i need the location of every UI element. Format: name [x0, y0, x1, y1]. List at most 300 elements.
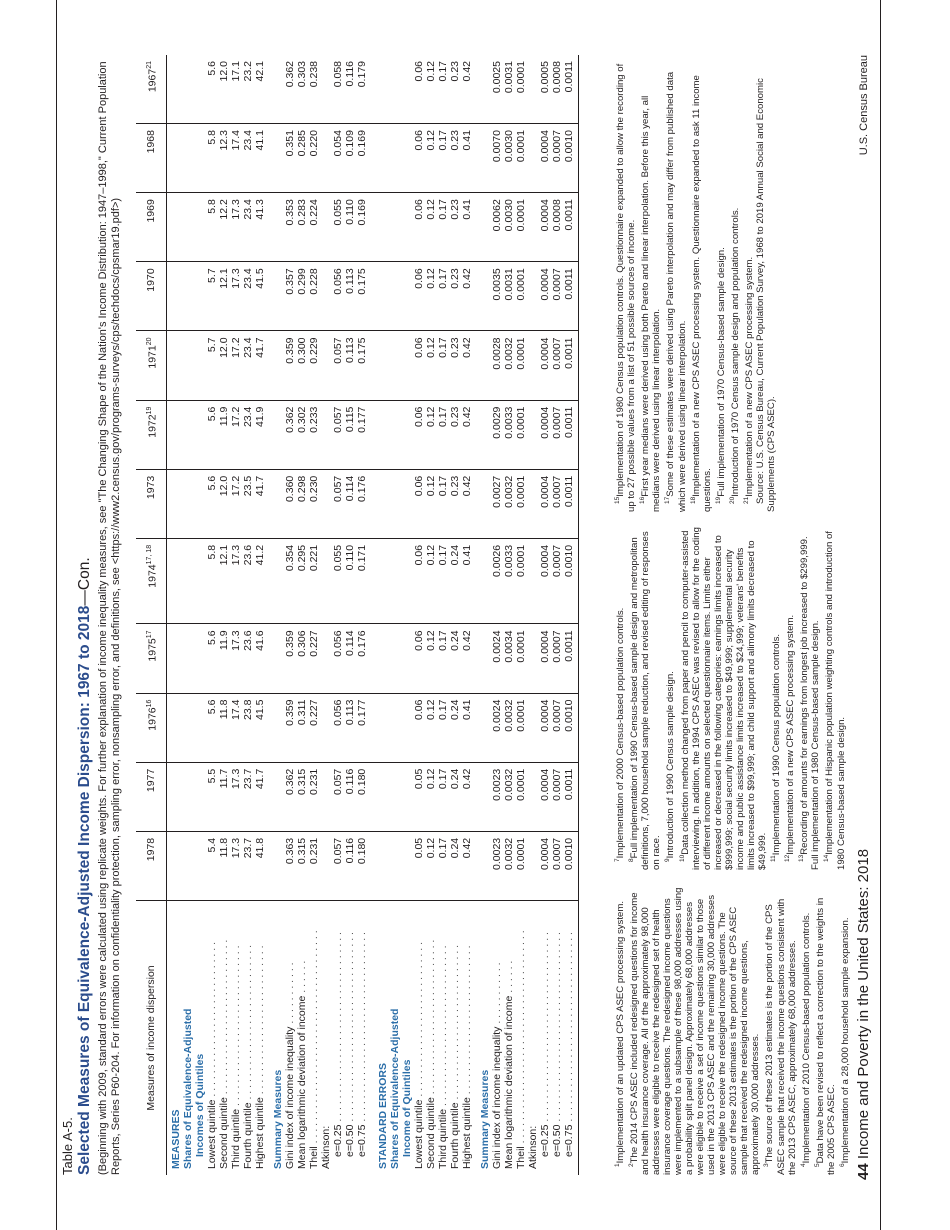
data-cell: 0.057	[332, 831, 344, 900]
footnote	[662, 57, 687, 512]
year-header	[136, 400, 167, 469]
data-cell	[374, 762, 389, 831]
data-cell: 0.0029	[491, 400, 503, 469]
data-cell: 5.8	[206, 538, 218, 624]
footnote-text: Full implementation of 1990 Census-based sample design and metropolitan definitions, 7,000 household sample reduction, and revised editing of responses on race.	[629, 531, 663, 870]
data-cell: 42.1	[254, 61, 266, 82]
data-cell: 0.0004	[539, 331, 551, 400]
table-headnote: (Beginning with 2009, standard errors were calculated using replicate weights. For further explanation of income inequality measures, see "The Changing Shape of the Nation's Income Distribution: 1947–1998," Current Population Reports, Series P60-204. For information on confidentiality protection, sampling error, nonsampling error, and definitions, see <https://www2.census.gov/programs-surveys/cps/techdocs/cpsmar19.pdf>)	[97, 61, 122, 1175]
leader-dots: . . . . . . . . . . . . . . . . . . . . . . . . . . . . . . . . .	[356, 932, 368, 1125]
data-cell: 12.3	[218, 124, 230, 193]
footnote-text: Implementation of a 28,000 household sample expansion.	[840, 917, 852, 1164]
footnote-number: 6	[838, 1163, 846, 1167]
data-cell: 5.6	[206, 61, 218, 76]
data-cell	[194, 831, 206, 900]
row-label-text: Second quintile	[425, 1097, 437, 1169]
data-cell	[389, 624, 401, 693]
footnote-number: 14	[823, 854, 831, 862]
section-row	[374, 55, 389, 1175]
data-cell	[194, 331, 206, 400]
data-cell	[401, 693, 413, 762]
footnote	[626, 525, 662, 870]
data-cell: 0.41	[461, 193, 473, 262]
data-cell	[194, 400, 206, 469]
data-cell: 0.0032	[503, 331, 515, 400]
data-cell	[479, 538, 491, 624]
row-label	[206, 901, 218, 1176]
footnote-text: Recording of amounts for earnings from longest job increased to $299,999. Full implementation of 1980 Census-based sample design.	[799, 536, 822, 870]
data-cell: 0.0070	[491, 124, 503, 193]
data-cell	[527, 331, 539, 400]
row-label	[437, 901, 449, 1176]
row-label-text: e=0.75	[563, 1124, 575, 1157]
data-cell: 0.116	[344, 61, 356, 87]
year-header	[136, 762, 167, 831]
data-cell: 0.171	[356, 538, 368, 624]
data-cell: 0.231	[308, 831, 320, 900]
data-cell	[182, 193, 194, 262]
row-label-text: Third quintile	[437, 1108, 449, 1169]
data-cell	[167, 55, 183, 124]
data-cell	[401, 55, 413, 124]
table-row	[539, 55, 551, 1175]
leader-dots: . . . . . . . . . . . . . . . . . . . . . . . . . . . . . . . . .	[539, 932, 551, 1125]
data-cell: 0.362	[284, 400, 296, 469]
data-cell: 11.9	[218, 400, 230, 469]
row-label	[218, 901, 230, 1176]
year-header	[136, 693, 167, 762]
data-cell	[320, 55, 332, 124]
data-cell: 0.0024	[491, 693, 503, 762]
data-cell: 0.176	[356, 624, 368, 693]
page-footer	[855, 849, 872, 1180]
data-cell	[527, 400, 539, 469]
year-header	[136, 262, 167, 331]
data-cell: 17.1	[230, 61, 242, 82]
footnote-number: 3	[763, 1163, 771, 1167]
data-cell	[389, 262, 401, 331]
data-cell	[167, 624, 183, 693]
data-cell: 0.17	[437, 831, 449, 900]
table-row	[296, 55, 308, 1175]
table-row	[242, 55, 254, 1175]
data-cell	[272, 469, 284, 538]
data-cell: 23.4	[242, 400, 254, 469]
data-cell	[320, 693, 332, 762]
data-cell: 0.0001	[515, 61, 527, 94]
year-label: 1975	[146, 638, 159, 662]
footnote	[612, 885, 626, 1175]
table-row	[437, 55, 449, 1175]
leader-dots: . . . . . . . . . . . . . . . . . . . . . . . . . . .	[413, 942, 425, 1100]
data-cell: 11.9	[218, 624, 230, 693]
data-cell: 0.113	[344, 262, 356, 331]
footnote-text: Implementation of Hispanic population weighting controls and introduction of 1980 Census-based sample design.	[824, 531, 847, 870]
year-label: 1968	[145, 130, 157, 154]
data-cell: 0.12	[425, 469, 437, 538]
data-cell: 0.41	[461, 693, 473, 762]
table-row	[491, 55, 503, 1175]
data-cell	[527, 262, 539, 331]
data-cell: 0.0005	[539, 61, 551, 94]
row-label-text: Theil	[308, 1146, 320, 1169]
data-cell: 0.300	[296, 331, 308, 400]
footnote-number: 1	[614, 1163, 621, 1167]
top-rule	[56, 0, 57, 1230]
data-cell: 0.0004	[539, 624, 551, 693]
table-row	[356, 55, 368, 1175]
data-cell: 0.0004	[539, 400, 551, 469]
section-row	[527, 55, 539, 1175]
section-row	[182, 55, 194, 1175]
data-cell	[182, 400, 194, 469]
footnote	[626, 885, 761, 1175]
data-cell: 0.353	[284, 193, 296, 262]
data-cell	[320, 262, 332, 331]
footnote-text: Implementation of a new CPS ASEC processing system.	[785, 614, 797, 855]
data-cell: 0.0001	[515, 762, 527, 831]
data-cell: 0.0062	[491, 193, 503, 262]
row-label-text: Summary Measures	[479, 1069, 491, 1169]
data-cell: 0.0028	[491, 331, 503, 400]
data-cell	[272, 693, 284, 762]
footnote	[768, 525, 782, 870]
data-cell: 0.0032	[503, 831, 515, 900]
row-label-text: Incomes of Quintiles	[194, 1053, 206, 1157]
data-cell: 0.0010	[563, 693, 575, 762]
data-cell: 0.238	[308, 61, 320, 88]
footnote	[782, 525, 796, 870]
data-cell	[194, 469, 206, 538]
leader-dots: . . . . . .	[503, 960, 515, 996]
data-cell: 0.176	[356, 469, 368, 538]
data-cell: 0.299	[296, 262, 308, 331]
data-cell	[194, 55, 206, 124]
data-cell: 0.0004	[539, 262, 551, 331]
data-cell: 0.0001	[515, 538, 527, 624]
data-cell: 0.179	[356, 61, 368, 88]
footnote-text: Implementation of 1990 Census population controls.	[770, 633, 782, 856]
footnote-number: 4	[799, 1163, 807, 1167]
data-cell	[389, 538, 401, 624]
footnote	[662, 525, 676, 870]
data-cell: 17.3	[230, 262, 242, 331]
data-cell: 0.06	[413, 538, 425, 624]
data-cell: 0.17	[437, 262, 449, 331]
data-cell: 23.5	[242, 469, 254, 538]
row-label	[401, 901, 413, 1176]
data-cell	[527, 624, 539, 693]
table-title-text: Selected Measures of Equivalence-Adjusted Income Dispersion: 1967 to 2018	[76, 605, 93, 1175]
data-cell: 0.233	[308, 400, 320, 469]
data-cell: 0.302	[296, 400, 308, 469]
data-cell: 0.0007	[551, 624, 563, 693]
data-cell: 0.0011	[563, 624, 575, 693]
source-note: Source: U.S. Census Bureau, Current Population Survey, 1968 to 2019 Annual Social and Economic Supplements (CPS ASEC).	[755, 78, 778, 512]
data-cell	[167, 762, 183, 831]
data-cell: 17.4	[230, 693, 242, 762]
footnote	[688, 57, 713, 512]
footnote-text: Implementation of an updated CPS ASEC processing system.	[615, 901, 627, 1164]
data-cell: 0.230	[308, 469, 320, 538]
row-label-text: Fourth quintile	[242, 1102, 254, 1169]
data-cell: 23.4	[242, 262, 254, 331]
data-cell: 0.221	[308, 538, 320, 624]
data-cell: 0.24	[449, 762, 461, 831]
data-cell	[320, 831, 332, 900]
year-label: 1970	[145, 268, 157, 292]
data-cell: 0.42	[461, 262, 473, 331]
data-cell: 0.285	[296, 124, 308, 193]
footnote-text: Full implementation of 1970 Census-based sample design.	[715, 247, 727, 497]
data-cell: 0.177	[356, 693, 368, 762]
data-cell: 0.23	[449, 193, 461, 262]
data-cell: 0.0034	[503, 624, 515, 693]
data-cell: 0.360	[284, 469, 296, 538]
row-label	[389, 901, 401, 1176]
data-cell	[479, 400, 491, 469]
data-cell	[401, 193, 413, 262]
data-cell	[182, 469, 194, 538]
data-cell: 0.42	[461, 61, 473, 82]
data-cell: 0.0030	[503, 193, 515, 262]
footnote-text: Implementation of 2010 Census-based population controls.	[800, 912, 812, 1164]
data-cell: 17.2	[230, 400, 242, 469]
data-cell: 0.17	[437, 400, 449, 469]
data-cell	[194, 193, 206, 262]
data-cell: 0.229	[308, 331, 320, 400]
data-cell: 0.283	[296, 193, 308, 262]
data-cell: 0.06	[413, 331, 425, 400]
data-cell	[389, 400, 401, 469]
data-cell: 0.315	[296, 831, 308, 900]
data-cell	[320, 762, 332, 831]
data-cell	[272, 331, 284, 400]
footnote-number: 20	[728, 496, 736, 504]
section-row	[167, 55, 183, 1175]
footnote	[798, 885, 812, 1175]
row-label	[449, 901, 461, 1176]
data-cell	[374, 331, 389, 400]
data-cell: 17.2	[230, 469, 242, 538]
data-cell	[167, 124, 183, 193]
footnote-text: Implementation of 1980 Census population controls. Questionnaire expanded to allow the recording of up to 27 possible values from a list of 51 possible sources of income.	[615, 63, 638, 512]
data-cell	[167, 193, 183, 262]
data-cell	[182, 331, 194, 400]
row-label-text: Highest quintile	[254, 1097, 266, 1169]
footnote-number: 10	[678, 854, 686, 862]
leader-dots: . . . . . . . . . . .	[491, 962, 503, 1027]
row-label	[515, 901, 527, 1176]
row-label-text: Gini index of income inequality	[284, 1026, 296, 1169]
leader-dots: . . . . . . . . . . . . . . . . . . . . . . . . . . . . . . . . .	[551, 932, 563, 1125]
row-label-text: e=0.75	[356, 1124, 368, 1157]
table-row	[230, 55, 242, 1175]
data-cell	[272, 624, 284, 693]
row-label-text: Mean logarithmic deviation of income	[503, 995, 515, 1169]
section-row	[320, 55, 332, 1175]
row-label-text: Mean logarithmic deviation of income	[296, 995, 308, 1169]
footnotes-column-1	[612, 885, 851, 1175]
data-cell: 0.0004	[539, 193, 551, 262]
data-cell: 0.177	[356, 400, 368, 469]
row-label-text: Gini index of income inequality	[491, 1026, 503, 1169]
data-cell: 0.12	[425, 762, 437, 831]
data-cell	[479, 624, 491, 693]
data-cell: 0.0024	[491, 624, 503, 693]
data-cell: 0.362	[284, 762, 296, 831]
data-cell: 41.8	[254, 831, 266, 900]
data-cell: 0.055	[332, 538, 344, 624]
row-label-text: Highest quintile	[461, 1097, 473, 1169]
data-cell: 0.0007	[551, 538, 563, 624]
year-footnote-ref: 21	[145, 61, 153, 69]
row-label-text: Shares of Equivalence-Adjusted	[182, 1008, 194, 1169]
table-row	[218, 55, 230, 1175]
table-body	[167, 55, 579, 1175]
data-cell: 0.362	[284, 61, 296, 88]
leader-dots: . . . . . . . . . . . . . . . . . . . . . . . . . . . . . . . . .	[563, 932, 575, 1125]
data-cell: 0.114	[344, 469, 356, 538]
data-cell: 0.17	[437, 193, 449, 262]
data-cell: 0.351	[284, 124, 296, 193]
table-row	[413, 55, 425, 1175]
footnote	[761, 885, 797, 1175]
data-cell: 0.12	[425, 538, 437, 624]
data-cell: 0.0004	[539, 538, 551, 624]
data-cell: 0.357	[284, 262, 296, 331]
data-cell: 0.23	[449, 469, 461, 538]
data-cell	[401, 331, 413, 400]
year-label: 1969	[145, 199, 157, 223]
data-cell	[527, 55, 539, 124]
footnote-number: 21	[743, 496, 751, 504]
year-header	[136, 331, 167, 400]
year-footnote-ref: 16	[145, 699, 153, 708]
data-cell	[182, 624, 194, 693]
data-cell: 0.12	[425, 331, 437, 400]
year-label: 1978	[145, 837, 157, 862]
data-cell: 17.3	[230, 538, 242, 624]
row-label-text: Fourth quintile	[449, 1102, 461, 1169]
data-cell	[401, 400, 413, 469]
data-cell	[374, 400, 389, 469]
data-cell	[272, 538, 284, 624]
data-cell: 0.0001	[515, 469, 527, 538]
data-cell: 0.12	[425, 193, 437, 262]
data-cell: 41.1	[254, 124, 266, 193]
row-label-text: Third quintile	[230, 1108, 242, 1169]
row-label	[254, 901, 266, 1176]
data-cell: 0.359	[284, 624, 296, 693]
data-cell: 0.0007	[551, 400, 563, 469]
table-row	[284, 55, 296, 1175]
section-row	[401, 55, 413, 1175]
row-label	[461, 901, 473, 1176]
table-row	[449, 55, 461, 1175]
year-label: 1977	[145, 768, 157, 793]
data-cell: 0.0001	[515, 400, 527, 469]
data-cell: 0.295	[296, 538, 308, 624]
leader-dots: . . . . . . . . . . . . . . . . . . . . . . . . . . . . . . . . . . . . .	[515, 930, 527, 1147]
leader-dots: . . . . . . . . . . . . . . . . . . . . . . . . . .	[254, 945, 266, 1098]
data-cell	[527, 831, 539, 900]
leader-dots: . . . . . . . . . . . . . . . . . . . . . . . . . . . . . . . . .	[344, 932, 356, 1125]
data-cell: 0.0033	[503, 538, 515, 624]
footnote-text: Data collection method changed from paper and pencil to computer-assisted interviewing. In addition, the 1994 CPS ASEC was revised to allow for the coding of different income amounts on selected questionnaire items. Limits either increased or decreased in the following categories: earnings limits increased to $999,999; social security limits increased to $49,999; supplemental security income and public assistance limits increased to $24,999; veterans' benefits limits increased to $99,999; and child support and alimony limits decreased to $49,999.	[679, 527, 768, 870]
footnote-number: 5	[813, 1163, 821, 1167]
year-footnote-ref: 20	[145, 337, 153, 346]
row-label	[284, 901, 296, 1176]
data-cell: 0.0007	[551, 262, 563, 331]
data-cell: 0.058	[332, 61, 344, 88]
data-cell	[194, 262, 206, 331]
data-cell: 0.354	[284, 538, 296, 624]
year-label: 1974	[146, 564, 159, 588]
data-cell	[374, 262, 389, 331]
data-cell: 0.23	[449, 124, 461, 193]
data-cell	[527, 693, 539, 762]
data-cell: 5.8	[206, 193, 218, 262]
data-cell: 0.228	[308, 262, 320, 331]
data-cell: 0.056	[332, 693, 344, 762]
footnote-number: 8	[628, 858, 636, 862]
data-cell: 0.12	[425, 624, 437, 693]
data-cell	[389, 693, 401, 762]
row-label-text: Theil	[515, 1146, 527, 1169]
data-cell: 0.110	[344, 193, 356, 262]
data-cell: 0.0011	[563, 331, 575, 400]
footnotes-column-2	[612, 525, 847, 870]
data-cell: 12.0	[218, 469, 230, 538]
data-cell: 0.359	[284, 331, 296, 400]
data-cell: 0.0031	[503, 61, 515, 94]
data-cell	[182, 762, 194, 831]
data-cell	[374, 831, 389, 900]
data-cell: 0.23	[449, 331, 461, 400]
data-cell: 0.315	[296, 762, 308, 831]
footnote-number: 12	[783, 854, 791, 862]
leader-dots: . . . . . . . . . . . . . . . . . . . . . . . . . . . .	[437, 945, 449, 1109]
footnote	[612, 525, 626, 870]
data-cell	[374, 193, 389, 262]
year-header	[136, 538, 167, 624]
data-cell	[479, 762, 491, 831]
year-label: 1973	[145, 475, 157, 500]
row-label-text: Income of Quintiles	[401, 1059, 413, 1157]
leader-dots: . . . . . . . . . . . . . . . . . . . . . . . . . . . .	[230, 945, 242, 1109]
section-row	[194, 55, 206, 1175]
data-cell: 0.055	[332, 193, 344, 262]
data-cell: 0.0001	[515, 124, 527, 193]
data-cell: 0.06	[413, 469, 425, 538]
data-cell	[182, 831, 194, 900]
year-header	[136, 469, 167, 538]
end-rule-row	[575, 55, 579, 1175]
data-cell: 5.7	[206, 262, 218, 331]
data-cell	[272, 55, 284, 124]
data-cell: 0.110	[344, 538, 356, 624]
year-header	[136, 193, 167, 262]
footnote-text: Introduction of 1970 Census sample design and population controls.	[730, 207, 742, 497]
data-cell: 0.0010	[563, 538, 575, 624]
data-cell: 0.06	[413, 624, 425, 693]
table-row	[332, 55, 344, 1175]
table-row	[563, 55, 575, 1175]
data-cell: 12.0	[218, 61, 230, 82]
data-cell: 41.9	[254, 400, 266, 469]
data-cell: 0.0032	[503, 762, 515, 831]
